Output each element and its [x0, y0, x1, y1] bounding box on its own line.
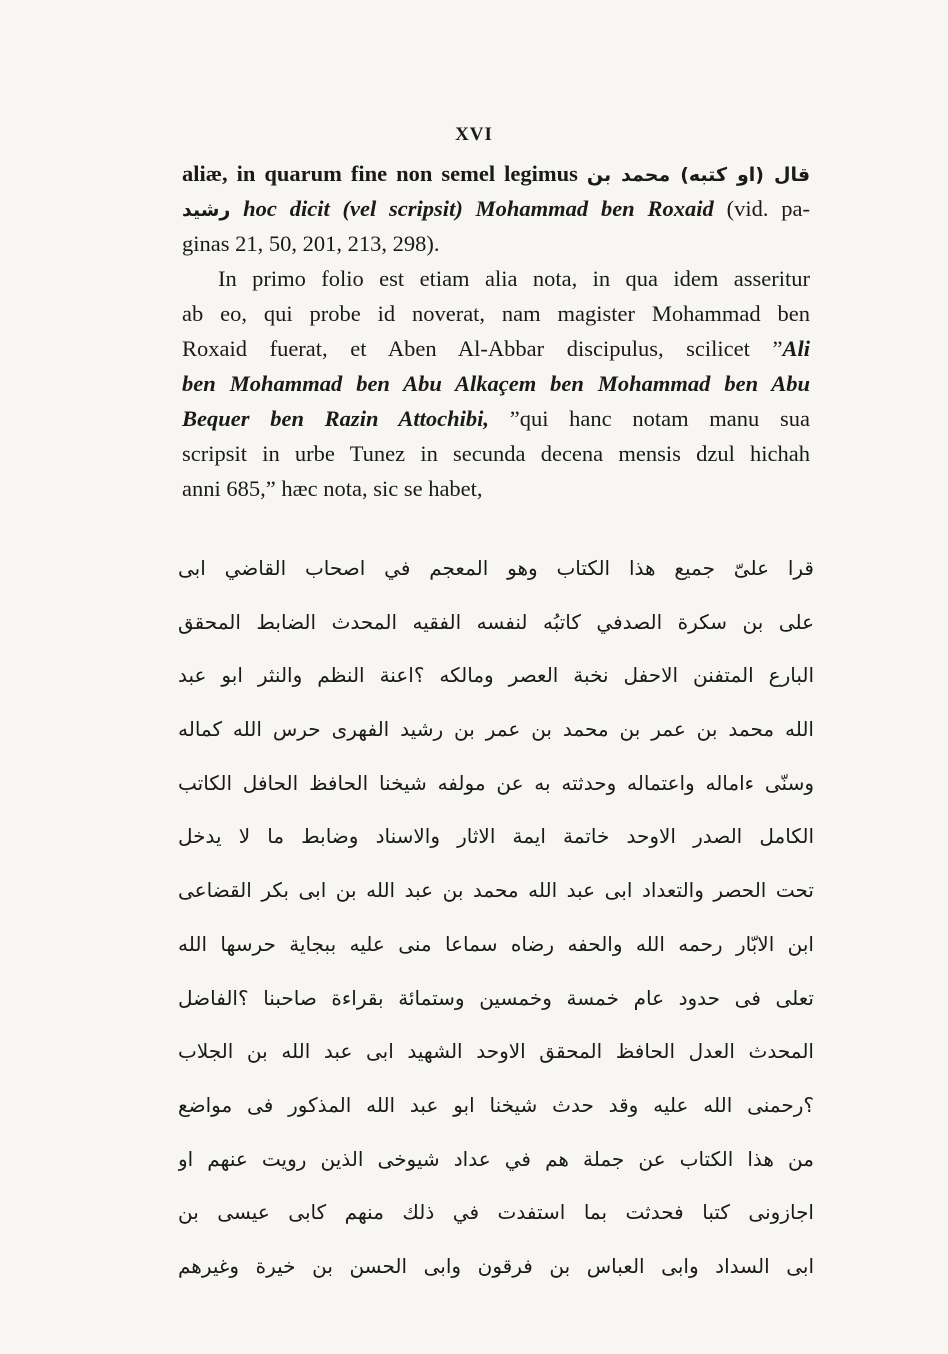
arabic-line: اجازونى كتبا فحدثت بما استفدت في ذلك منهم كابى عيسى بن	[178, 1200, 814, 1225]
arabic-inline-text: رشيد	[182, 199, 231, 221]
arabic-line: وسنّى ءاماله واعتماله وحدثته به عن مولفه شيخنا الحافظ الحافل الكاتب	[178, 770, 814, 795]
arabic-line: ابى السداد وابى العباس بن فرقون وابى الحسن بن خيرة وغيرهم	[178, 1253, 814, 1278]
arabic-line: البارع المتفنن الاحفل نخبة العصر ومالكه ؟اعنة النظم والنثر ابو عبد	[178, 663, 814, 688]
page-number-heading: XVI	[455, 124, 493, 145]
arabic-line: المحدث العدل الحافظ المحقق الاوحد الشهيد ابى عبد الله بن الجلاب	[178, 1039, 814, 1064]
arabic-line: الله محمد بن عمر بن محمد بن عمر بن رشيد الفهرى حرس الله كماله	[178, 717, 814, 742]
text-line-3: ginas 21, 50, 201, 213, 298).	[182, 231, 440, 256]
text-line-4: In primo folio est etiam alia nota, in qua idem asseritur	[218, 266, 810, 291]
arabic-line: ابن الابّار رحمه الله والحفه رضاه سماعا منى عليه ببجاية حرسها الله	[178, 931, 814, 956]
arabic-line: على بن سكرة الصدفي كاتبُه لنفسه الفقيه المحدث الضابط المحقق	[178, 609, 814, 634]
latin-text: Roxaid fuerat, et Aben Al-Abbar discipulus, scilicet ”	[182, 336, 783, 361]
italic-quote: hoc dicit (vel scripsit) Mohammad ben Roxaid	[243, 196, 714, 221]
latin-text: ”qui hanc notam manu sua	[509, 406, 810, 431]
arabic-inline-text: قال (او كتبه) محمد بن	[586, 164, 810, 186]
text-line-6	[182, 331, 810, 366]
arabic-line: من هذا الكتاب عن جملة هم في عداد شيوخى الذين رويت عنهم او	[178, 1146, 814, 1171]
arabic-text-block	[178, 542, 814, 1294]
text-line-1	[182, 156, 810, 191]
arabic-line: تعلى فى حدود عام خمسة وخمسين وستمائة بقراءة صاحبنا ؟الفاضل	[178, 985, 814, 1010]
italic-name: Ali	[782, 336, 810, 361]
text-line-2	[182, 191, 810, 226]
latin-text: aliæ, in quarum fine non semel legimus	[182, 161, 578, 186]
arabic-line: الكامل الصدر الاوحد خاتمة ايمة الاثار والاسناد وضابط ما لا يدخل	[178, 824, 814, 849]
text-line-7: ben Mohammad ben Abu Alkaçem ben Mohammad ben Abu	[182, 371, 810, 396]
text-line-10: anni 685,” hæc nota, sic se habet,	[182, 476, 483, 501]
italic-name: Bequer ben Razin Attochibi,	[182, 406, 489, 431]
text-line-5: ab eo, qui probe id noverat, nam magister Mohammad ben	[182, 301, 810, 326]
latin-text-block	[182, 156, 810, 506]
arabic-line: قرا علىّ جميع هذا الكتاب وهو المعجم في اصحاب القاضي ابى	[178, 556, 814, 580]
text-line-8	[182, 401, 810, 436]
arabic-line: تحت الحصر والتعداد ابى عبد الله محمد بن عبد الله بن ابى بكر القضاعى	[178, 878, 814, 903]
text-line-9: scripsit in urbe Tunez in secunda decena mensis dzul hichah	[182, 441, 810, 466]
arabic-line: ؟رحمنى الله عليه وقد حدث شيخنا ابو عبد الله المذكور فى مواضع	[178, 1092, 814, 1117]
latin-text: (vid. pa-	[726, 196, 810, 221]
